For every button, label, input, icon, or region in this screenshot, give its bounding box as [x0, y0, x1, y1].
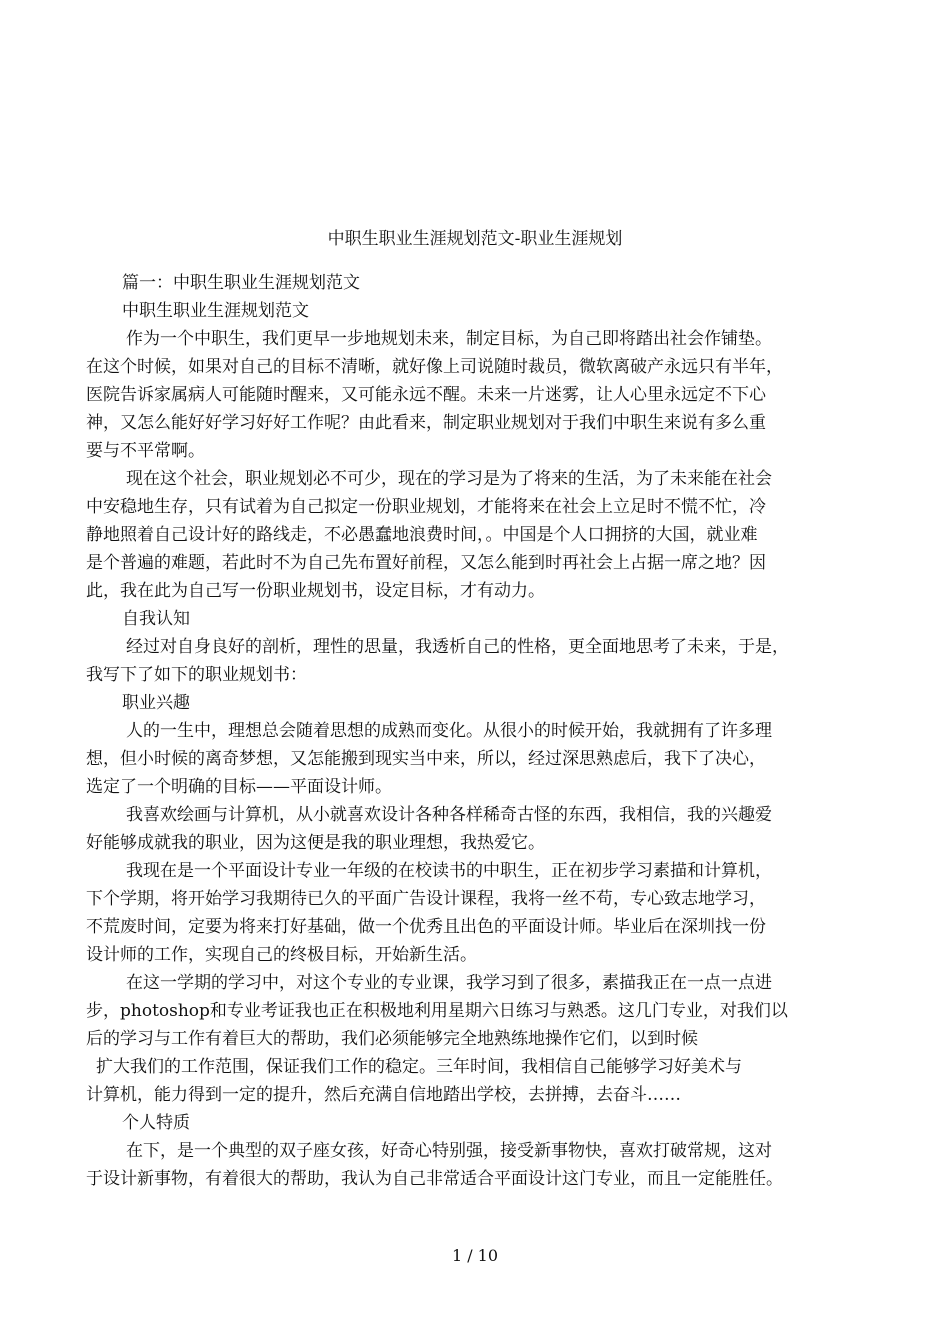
paragraph-line: 选定了一个明确的目标——平面设计师。	[86, 777, 392, 797]
paragraph-line: 计算机，能力得到一定的提升，然后充满自信地踏出学校，去拼搏，去奋斗……	[86, 1085, 681, 1105]
paragraph-line: 静地照着自己设计好的路线走，不必愚蠢地浪费时间，。中国是个人口拥挤的大国，就业难	[86, 525, 758, 545]
section-heading: 中职生职业生涯规划范文	[122, 301, 309, 321]
page-number: 1 / 10	[451, 1246, 499, 1265]
paragraph-line: 是个普遍的难题，若此时不为自己先布置好前程，又怎么能到时再社会上占据一席之地？因	[86, 553, 766, 573]
paragraph-line: 我现在是一个平面设计专业一年级的在校读书的中职生，正在初步学习素描和计算机，	[126, 861, 772, 881]
paragraph-line: 我喜欢绘画与计算机，从小就喜欢设计各种各样稀奇古怪的东西，我相信，我的兴趣爱	[126, 805, 772, 825]
paragraph-line: 设计师的工作，实现自己的终极目标，开始新生活。	[86, 945, 477, 965]
section-heading: 自我认知	[122, 609, 190, 629]
paragraph-line: 步，photoshop和专业考证我也正在积极地利用星期六日练习与熟悉。这几门专业，对我们以	[86, 1001, 788, 1021]
paragraph-line: 此，我在此为自己写一份职业规划书，设定目标，才有动力。	[86, 581, 545, 601]
document-body	[86, 269, 876, 1193]
paragraph-line: 于设计新事物，有着很大的帮助，我认为自己非常适合平面设计这门专业，而且一定能胜任。	[86, 1169, 783, 1189]
section-heading: 职业兴趣	[122, 693, 190, 713]
paragraph-line: 下个学期，将开始学习我期待已久的平面广告设计课程，我将一丝不苟，专心致志地学习，	[86, 889, 766, 909]
paragraph-line: 经过对自身良好的剖析，理性的思量，我透析自己的性格，更全面地思考了未来，于是，	[126, 637, 789, 657]
section-heading: 篇一：中职生职业生涯规划范文	[122, 273, 360, 293]
paragraph-line: 中安稳地生存，只有试着为自己拟定一份职业规划，才能将来在社会上立足时不慌不忙，冷	[86, 497, 766, 517]
paragraph-line: 现在这个社会，职业规划必不可少，现在的学习是为了将来的生活，为了未来能在社会	[126, 469, 772, 489]
paragraph-line: 人的一生中，理想总会随着思想的成熟而变化。从很小的时候开始，我就拥有了许多理	[126, 721, 772, 741]
paragraph-line: 好能够成就我的职业，因为这便是我的职业理想，我热爱它。	[86, 833, 545, 853]
paragraph-line: 在下，是一个典型的双子座女孩，好奇心特别强，接受新事物快，喜欢打破常规，这对	[126, 1141, 772, 1161]
paragraph-line: 医院告诉家属病人可能随时醒来，又可能永远不醒。未来一片迷雾，让人心里永远定不下心	[86, 385, 766, 405]
paragraph-line: 作为一个中职生，我们更早一步地规划未来，制定目标，为自己即将踏出社会作铺垫。	[126, 329, 772, 349]
document-title: 中职生职业生涯规划范文-职业生涯规划	[327, 229, 623, 249]
paragraph-line: 后的学习与工作有着巨大的帮助，我们必须能够完全地熟练地操作它们，以到时候	[86, 1029, 698, 1049]
paragraph-line: 在这一学期的学习中，对这个专业的专业课，我学习到了很多，素描我正在一点一点进	[126, 973, 772, 993]
paragraph-line: 要与不平常啊。	[86, 441, 205, 461]
paragraph-line: 神，又怎么能好好学习好好工作呢？由此看来，制定职业规划对于我们中职生来说有多么重	[86, 413, 766, 433]
paragraph-line: 我写下了如下的职业规划书：	[86, 665, 307, 685]
paragraph-line: 想，但小时候的离奇梦想，又怎能搬到现实当中来，所以，经过深思熟虑后，我下了决心，	[86, 749, 766, 769]
section-heading: 个人特质	[122, 1113, 190, 1133]
paragraph-line: 扩大我们的工作范围，保证我们工作的稳定。三年时间，我相信自己能够学习好美术与	[96, 1057, 742, 1077]
paragraph-line: 在这个时候，如果对自己的目标不清晰，就好像上司说随时裁员，微软离破产永远只有半年，	[86, 357, 783, 377]
paragraph-line: 不荒废时间，定要为将来打好基础，做一个优秀且出色的平面设计师。毕业后在深圳找一份	[86, 917, 766, 937]
